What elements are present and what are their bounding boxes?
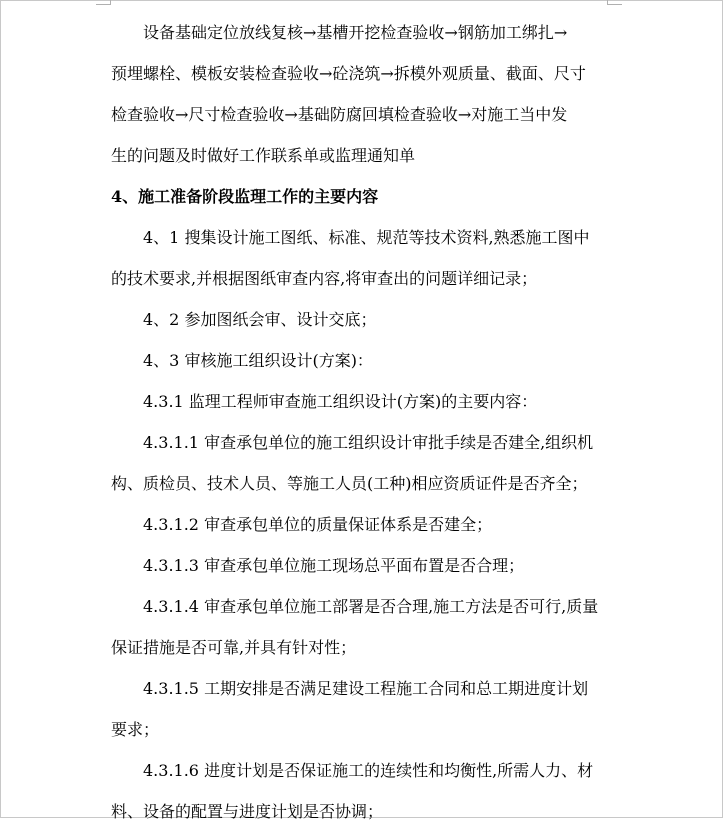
document-body — [111, 12, 611, 832]
paragraph-line: 预埋螺栓、模板安装检查验收→砼浇筑→拆模外观质量、截面、尺寸 — [111, 64, 586, 83]
crop-mark-top-right — [607, 0, 622, 5]
section-heading: 4、施工准备阶段监理工作的主要内容 — [111, 187, 379, 206]
paragraph-line: 检查验收→尺寸检查验收→基础防腐回填检查验收→对施工当中发 — [111, 105, 568, 124]
paragraph-line: 4.3.1 监理工程师审查施工组织设计(方案)的主要内容： — [143, 392, 538, 411]
paragraph-line: 4.3.1.4 审查承包单位施工部署是否合理,施工方法是否可行,质量 — [143, 597, 599, 616]
paragraph-line: 要求； — [111, 720, 160, 739]
paragraph-line: 4、2 参加图纸会审、设计交底； — [143, 310, 377, 329]
crop-mark-top-left — [96, 0, 111, 5]
paragraph-line: 4、1 搜集设计施工图纸、标准、规范等技术资料,熟悉施工图中 — [143, 228, 590, 247]
paragraph-line: 料、设备的配置与进度计划是否协调； — [111, 802, 384, 821]
paragraph-line: 4.3.1.3 审查承包单位施工现场总平面布置是否合理； — [143, 556, 525, 575]
paragraph-line: 设备基础定位放线复核→基槽开挖检查验收→钢筋加工绑扎→ — [143, 23, 568, 42]
paragraph-line: 保证措施是否可靠,并具有针对性； — [111, 638, 357, 657]
paragraph-line: 构、质检员、技术人员、等施工人员(工种)相应资质证件是否齐全； — [111, 474, 588, 493]
paragraph-line: 4.3.1.6 进度计划是否保证施工的连续性和均衡性,所需人力、材 — [143, 761, 594, 780]
paragraph-line: 4.3.1.2 审查承包单位的质量保证体系是否建全； — [143, 515, 493, 534]
paragraph-line: 的技术要求,并根据图纸审查内容,将审查出的问题详细记录； — [111, 269, 538, 288]
paragraph-line: 4.3.1.5 工期安排是否满足建设工程施工合同和总工期进度计划 — [143, 679, 589, 698]
paragraph-line: 生的问题及时做好工作联系单或监理通知单 — [111, 146, 416, 165]
paragraph-line: 4、3 审核施工组织设计(方案)： — [143, 351, 373, 370]
paragraph-line: 4.3.1.1 审查承包单位的施工组织设计审批手续是否建全,组织机 — [143, 433, 594, 452]
